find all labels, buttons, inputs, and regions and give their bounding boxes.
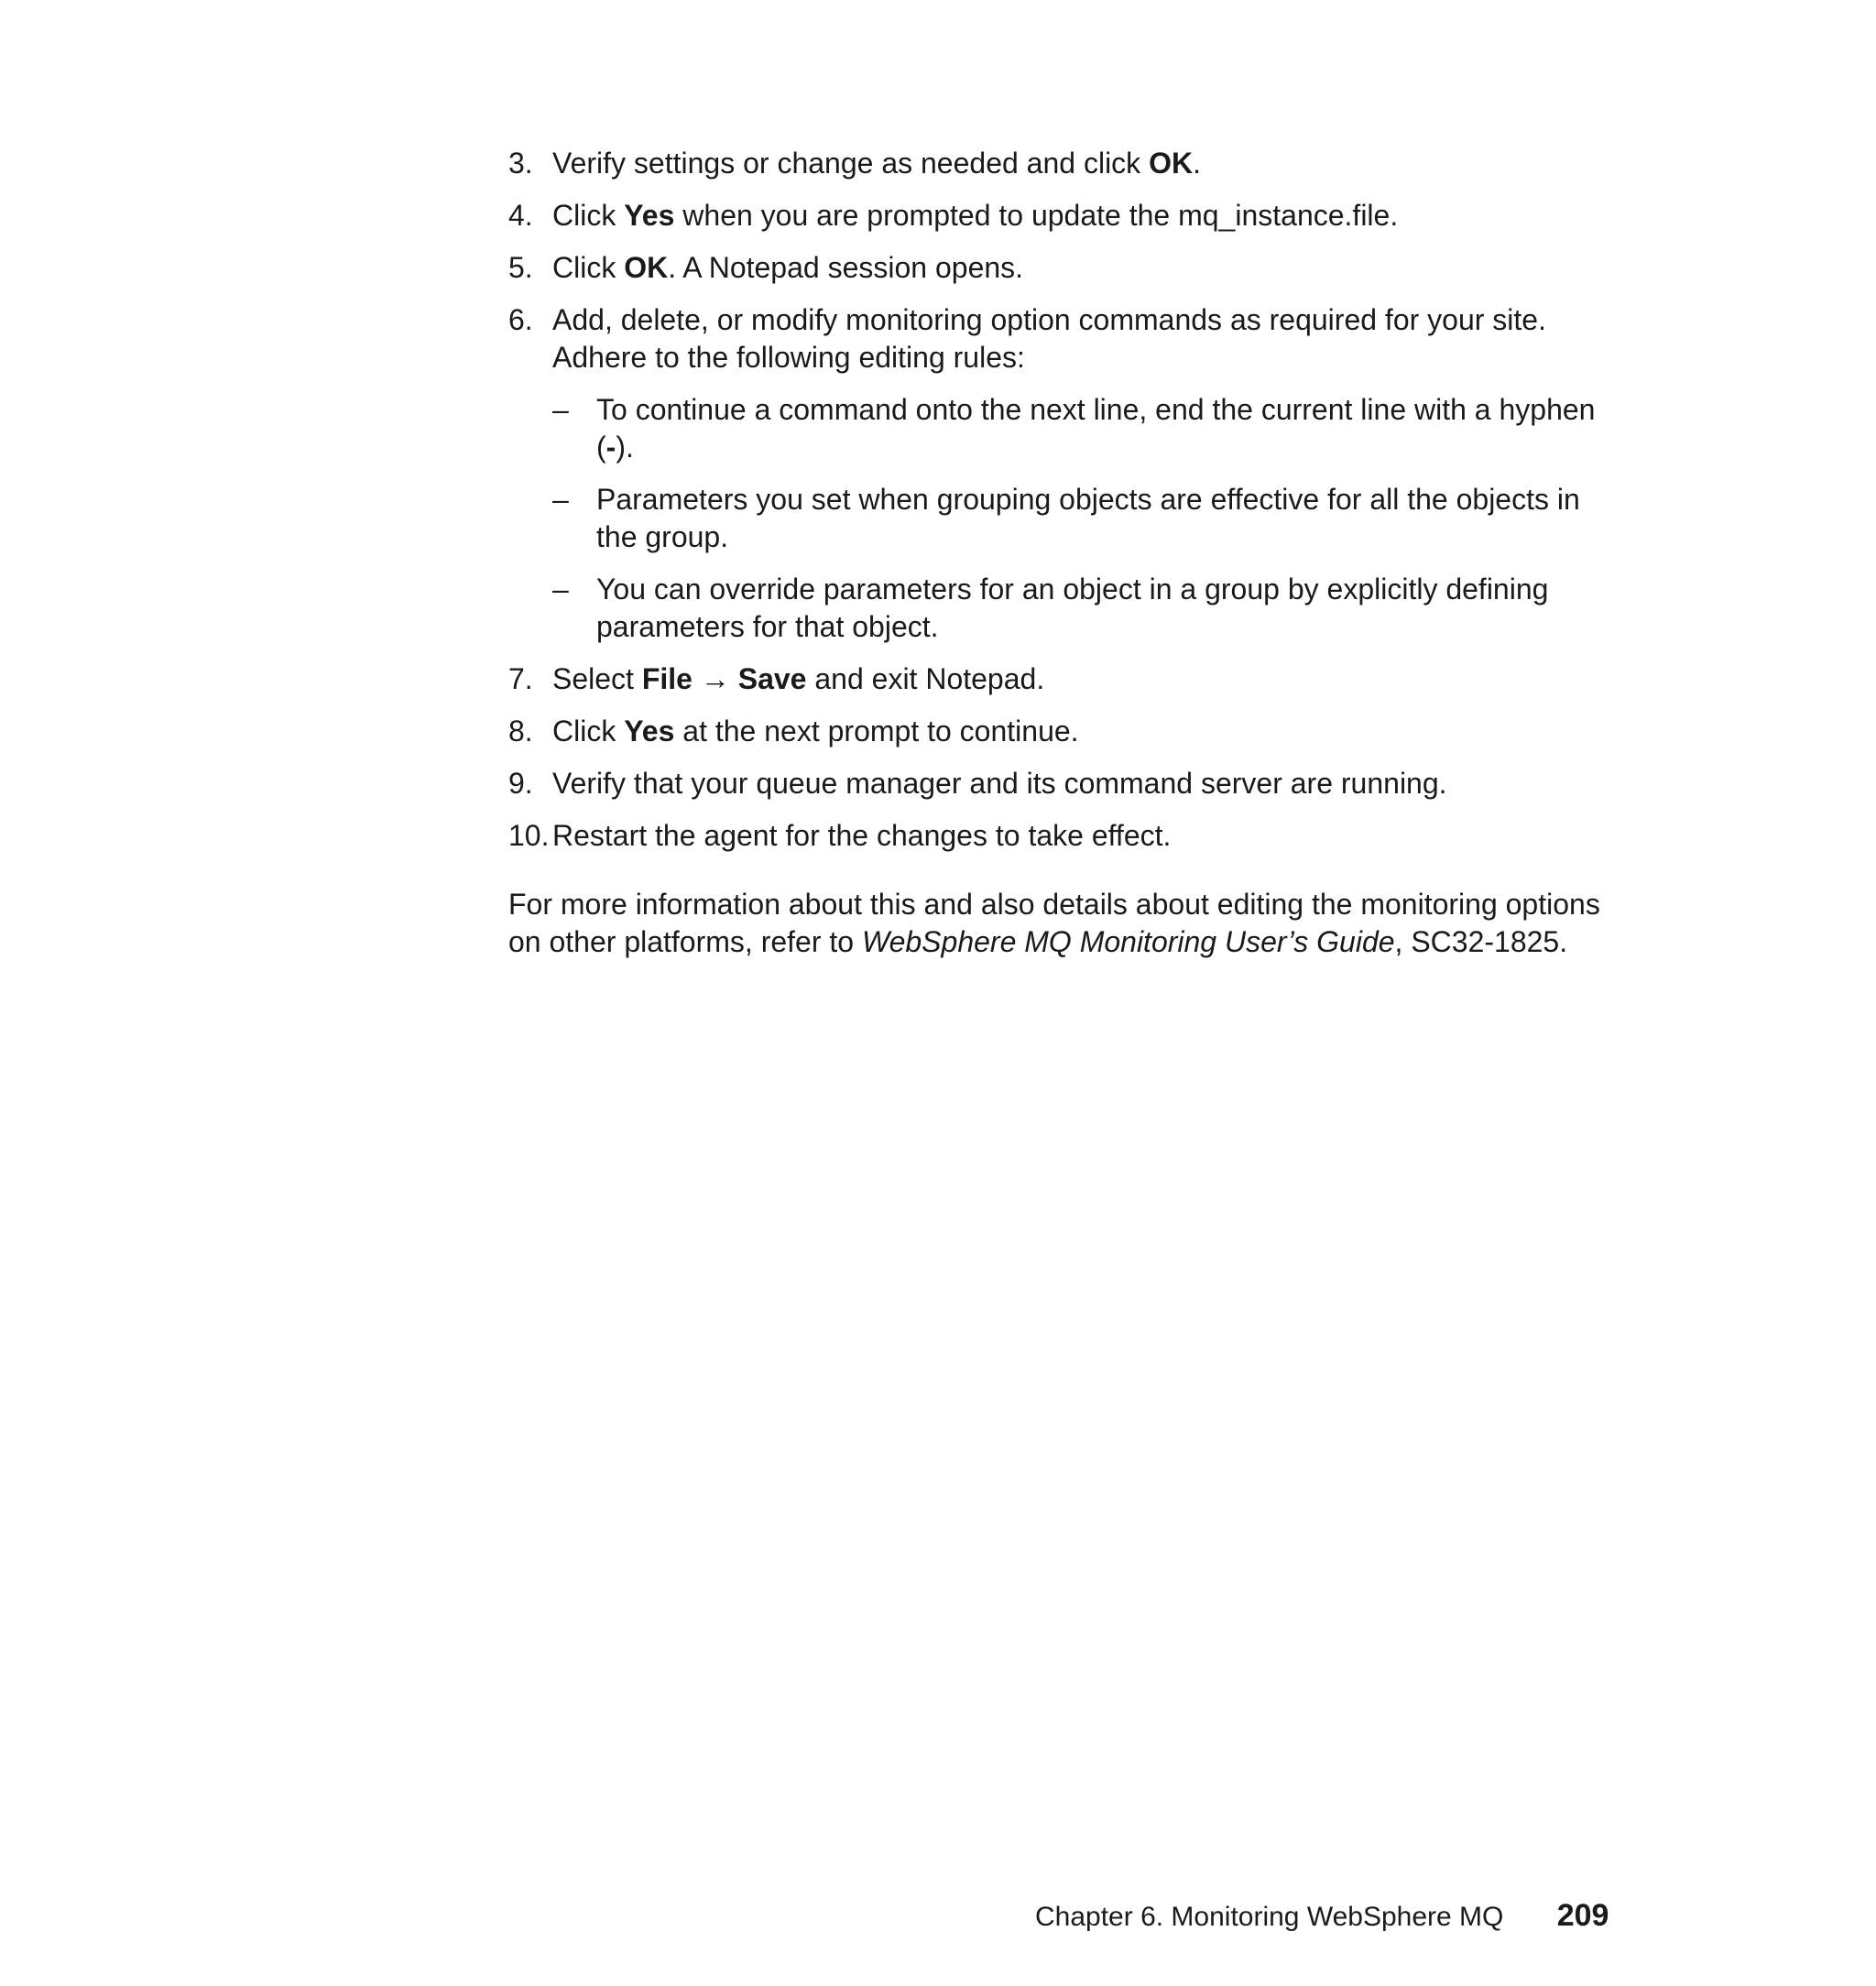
step-text: Verify that your queue manager and its command server are running. — [552, 767, 1447, 800]
dash-bullet: – — [552, 393, 569, 426]
step-paragraph: Add, delete, or modify monitoring option commands as required for your site. Adhere to the following editing rules: — [552, 303, 1546, 374]
step-number: 7. — [508, 662, 533, 695]
ui-term: OK — [1149, 147, 1194, 180]
step-text — [552, 713, 1608, 750]
rule-text — [596, 391, 1608, 466]
ui-term: Yes — [624, 715, 675, 747]
step-10 — [508, 817, 1608, 855]
step-number: 10. — [508, 819, 550, 852]
editing-rule — [552, 571, 1608, 646]
text-run: . A Notepad session opens. — [668, 251, 1024, 284]
step-number: 8. — [508, 715, 533, 747]
text-run: when you are prompted to update the mq_instance.file. — [674, 199, 1399, 232]
step-text — [552, 301, 1608, 646]
dash-bullet: – — [552, 573, 569, 606]
page-footer — [1035, 1898, 1609, 1935]
ui-term: - — [605, 431, 616, 464]
step-4 — [508, 197, 1608, 235]
step-9 — [508, 765, 1608, 802]
step-6 — [508, 301, 1608, 646]
chapter-title: Chapter 6. Monitoring WebSphere MQ — [1035, 1902, 1504, 1932]
text-run: at the next prompt to continue. — [674, 715, 1079, 747]
editing-rules-list — [552, 391, 1608, 646]
text-run: ). — [616, 431, 634, 464]
ui-term: Yes — [624, 199, 675, 232]
text-run: To continue a command onto the next line, end the current line with a hyphen ( — [596, 393, 1596, 464]
text-run: . — [1193, 147, 1201, 180]
dash-bullet: – — [552, 483, 569, 516]
rule-text: You can override parameters for an object in a group by explicitly defining parameters for that object. — [596, 573, 1549, 643]
text-run: For more information about this and also details about editing the monitoring options on other platforms, refer to — [508, 888, 1600, 958]
step-text — [552, 249, 1608, 287]
text-run: Click — [552, 199, 625, 232]
content-area — [508, 145, 1608, 990]
page-number: 209 — [1556, 1898, 1609, 1933]
rule-text: Parameters you set when grouping objects are effective for all the objects in the group. — [596, 483, 1580, 553]
step-7 — [508, 660, 1608, 698]
text-run: and exit Notepad. — [806, 662, 1045, 695]
step-number: 3. — [508, 147, 533, 180]
ui-term: File — [641, 662, 693, 695]
step-number: 9. — [508, 767, 533, 800]
book-title: WebSphere MQ Monitoring User’s Guide — [861, 925, 1395, 958]
step-number: 4. — [508, 199, 533, 232]
arrow-icon: → — [692, 662, 738, 695]
step-8 — [508, 713, 1608, 750]
step-5 — [508, 249, 1608, 287]
step-number: 5. — [508, 251, 533, 284]
editing-rule — [552, 481, 1608, 556]
editing-rule — [552, 391, 1608, 466]
step-text: Restart the agent for the changes to take effect. — [552, 819, 1172, 852]
text-run: Click — [552, 715, 625, 747]
text-run: , SC32-1825. — [1394, 925, 1568, 958]
text-run: Select — [552, 662, 642, 695]
text-run: Verify settings or change as needed and click — [552, 147, 1150, 180]
step-number: 6. — [508, 303, 533, 336]
ui-term: Save — [737, 662, 807, 695]
closing-paragraph — [508, 886, 1608, 961]
step-text — [552, 145, 1608, 182]
step-text — [552, 197, 1608, 235]
text-run: Click — [552, 251, 625, 284]
step-text — [552, 660, 1608, 698]
step-3 — [508, 145, 1608, 182]
ui-term: OK — [624, 251, 669, 284]
